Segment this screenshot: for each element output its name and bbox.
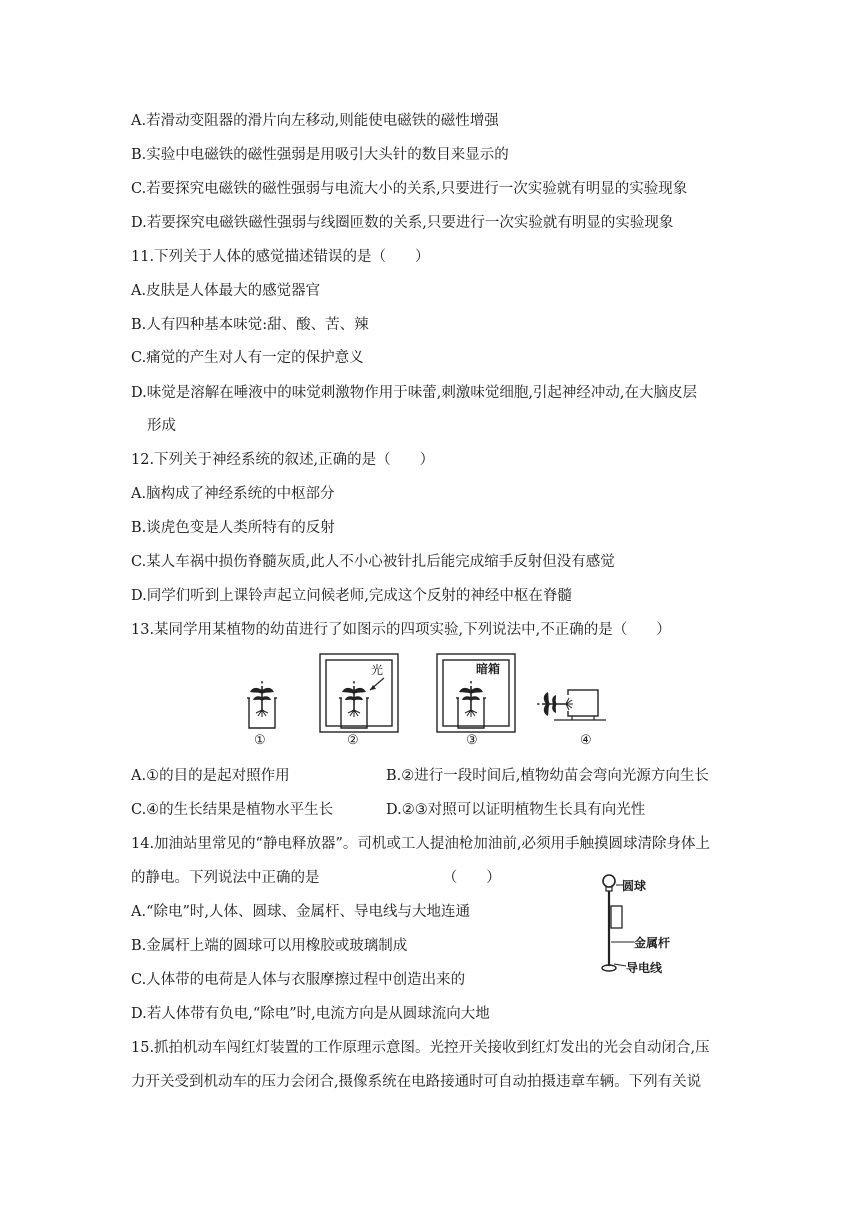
ball-label: 圆球: [622, 879, 647, 893]
q13-plant-experiments-figure: [238, 650, 618, 752]
q11-option-b: B.人有四种基本味觉:甜、酸、苦、辣: [131, 317, 369, 333]
q12-stem: 12.下列关于神经系统的叙述,正确的是（ ）: [131, 452, 435, 468]
setup-2: [320, 654, 398, 732]
q12-option-a: A.脑构成了神经系统的中枢部分: [131, 486, 335, 502]
q12-option-d: D.同学们听到上课铃声起立问候老师,完成这个反射的神经中枢在脊髓: [131, 588, 572, 604]
q13-option-c: C.④的生长结果是植物水平生长: [131, 802, 334, 818]
q10-option-a: A.若滑动变阻器的滑片向左移动,则能使电磁铁的磁性增强: [131, 113, 499, 129]
setup-1: [247, 681, 277, 728]
q10-option-b: B.实验中电磁铁的磁性强弱是用吸引大头针的数目来显示的: [131, 147, 509, 163]
wire-label: 导电线: [626, 961, 663, 975]
q14-option-d: D.若人体带有负电,“除电”时,电流方向是从圆球流向大地: [131, 1006, 490, 1022]
q11-option-c: C.痛觉的产生对人有一定的保护意义: [131, 350, 364, 366]
q15-stem-2: 力开关受到机动车的压力会闭合,摄像系统在电路接通时可自动拍摄违章车辆。下列有关说: [131, 1074, 702, 1090]
light-label: 光: [371, 663, 384, 677]
figure-label-1: ①: [254, 733, 266, 748]
figure-leader-lines: [608, 880, 640, 970]
figure-label-4: ④: [580, 733, 592, 748]
q14-option-c: C.人体带的电荷是人体与衣服摩擦过程中创造出来的: [131, 972, 466, 988]
q13-option-d: D.②③对照可以证明植物生长具有向光性: [386, 802, 646, 818]
q10-option-c: C.若要探究电磁铁的磁性强弱与电流大小的关系,只要进行一次实验就有明显的实验现象: [131, 181, 688, 197]
q15-stem-1: 15.抓拍机动车闯红灯装置的工作原理示意图。光控开关接收到红灯发出的光会自动闭合,压: [131, 1040, 710, 1056]
q13-option-a: A.①的目的是起对照作用: [131, 768, 290, 784]
q14-stem-2: 的静电。下列说法中正确的是 （ ）: [131, 870, 501, 886]
q13-stem: 13.某同学用某植物的幼苗进行了如图示的四项实验,下列说法中,不正确的是（ ）: [131, 622, 671, 638]
q12-option-b: B.谈虎色变是人类所特有的反射: [131, 520, 335, 536]
q11-option-a: A.皮肤是人体最大的感觉器官: [131, 283, 321, 299]
q11-option-d: D.味觉是溶解在唾液中的味觉刺激物作用于味蕾,刺激味觉细胞,引起神经冲动,在大脑皮层: [131, 385, 698, 401]
q11-stem: 11.下列关于人体的感觉描述错误的是（ ）: [131, 249, 430, 265]
figure-label-3: ③: [466, 733, 478, 748]
q11-option-d-cont: 形成: [147, 418, 176, 434]
q10-option-d: D.若要探究电磁铁磁性强弱与线圈匝数的关系,只要进行一次实验就有明显的实验现象: [131, 215, 674, 231]
q14-stem-1: 14.加油站里常见的“静电释放器”。司机或工人提油枪加油前,必须用手触摸圆球清除身体上: [131, 836, 710, 852]
q14-option-a: A.“除电”时,人体、圆球、金属杆、导电线与大地连通: [131, 904, 471, 920]
q14-option-b: B.金属杆上端的圆球可以用橡胶或玻璃制成: [131, 938, 408, 954]
rod-label: 金属杆: [634, 936, 671, 950]
figure-label-2: ②: [347, 733, 359, 748]
q13-option-b: B.②进行一段时间后,植物幼苗会弯向光源方向生长: [386, 768, 709, 784]
setup-4: [537, 690, 606, 720]
q12-option-c: C.某人车祸中损伤脊髓灰质,此人不小心被针扎后能完成缩手反射但没有感觉: [131, 554, 615, 570]
dark-box-label: 暗箱: [476, 662, 501, 676]
